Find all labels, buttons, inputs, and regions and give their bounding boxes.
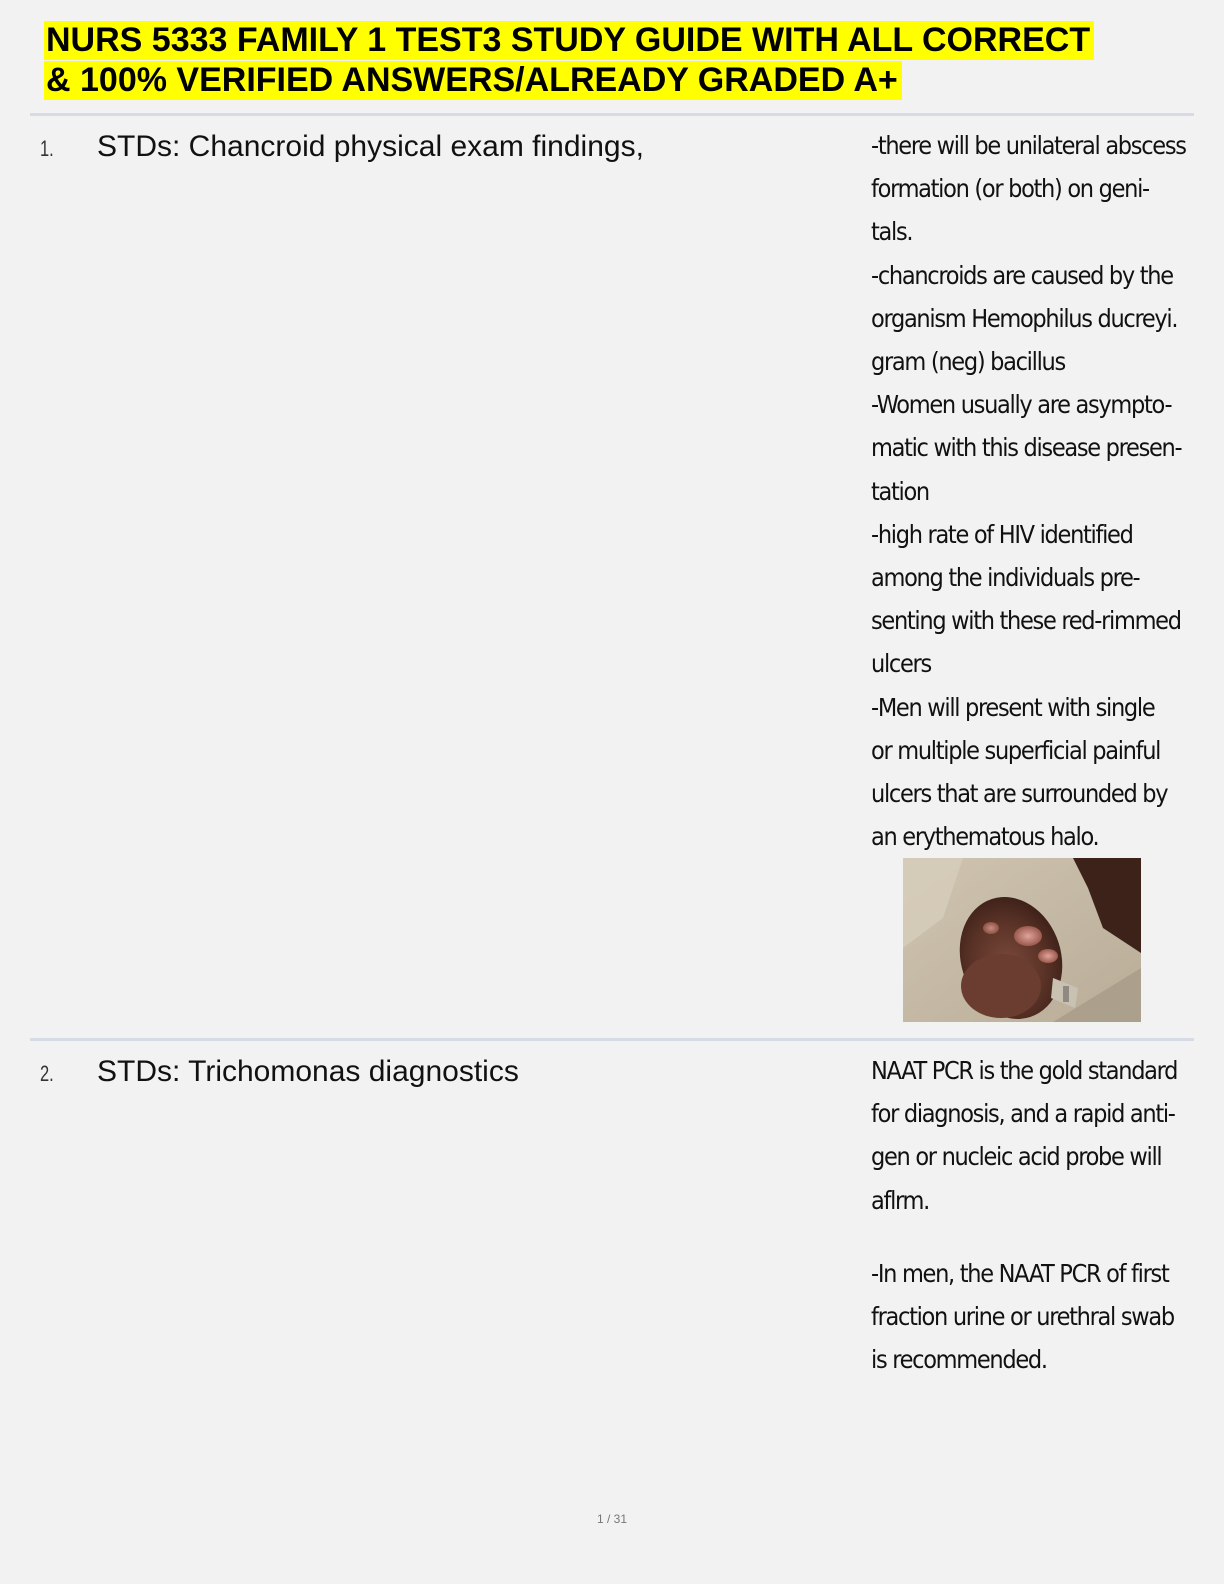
paragraph-gap — [871, 1222, 1191, 1252]
card-answer — [871, 1049, 1191, 1381]
answer-line: -In men, the NAAT PCR of first — [871, 1258, 1169, 1288]
answer-line: fraction urine or urethral swab — [871, 1302, 1174, 1332]
answer-line: ulcers that are surrounded by — [871, 779, 1168, 809]
card-number: 1. — [40, 136, 54, 161]
answer-line: -chancroids are caused by the — [871, 260, 1173, 290]
answer-line: gram (neg) bacillus — [871, 347, 1065, 377]
card-question: STDs: Trichomonas diagnostics — [97, 1055, 519, 1088]
answer-line: among the individuals pre- — [871, 563, 1140, 593]
title-line-2: & 100% VERIFIED ANSWERS/ALREADY GRADED A+ — [44, 61, 902, 100]
answer-line: matic with this disease presen- — [871, 433, 1182, 463]
title-line-1: NURS 5333 FAMILY 1 TEST3 STUDY GUIDE WITH ALL CORRECT — [44, 21, 1094, 60]
answer-line: ulcers — [871, 649, 931, 679]
card-answer — [871, 124, 1191, 858]
answer-line: -Men will present with single — [871, 692, 1155, 722]
flashcard-2 — [30, 1041, 1194, 1481]
document-title — [44, 20, 1194, 100]
card-question: STDs: Chancroid physical exam findings, — [97, 130, 644, 163]
answer-line: or multiple superficial painful — [871, 735, 1161, 765]
answer-line: -Women usually are asympto- — [871, 390, 1172, 420]
answer-line: formation (or both) on geni- — [871, 174, 1149, 204]
answer-line: NAAT PCR is the gold standard — [871, 1056, 1178, 1085]
answer-line: -there will be unilateral abscess — [871, 131, 1186, 160]
clinical-photo — [903, 858, 1141, 1022]
answer-line: -high rate of HIV identified — [871, 519, 1133, 549]
answer-line: an erythematous halo. — [871, 822, 1099, 852]
answer-line: gen or nucleic acid probe will — [871, 1142, 1162, 1172]
answer-line: aflrm. — [871, 1185, 929, 1215]
answer-line: senting with these red-rimmed — [871, 606, 1181, 636]
answer-line: tals. — [871, 217, 913, 247]
answer-line: is recommended. — [871, 1345, 1047, 1375]
flashcard-1 — [30, 116, 1194, 1038]
answer-line: for diagnosis, and a rapid anti- — [871, 1099, 1175, 1129]
answer-line: organism Hemophilus ducreyi. — [871, 303, 1178, 333]
card-number: 2. — [40, 1061, 54, 1086]
page-indicator: 1 / 31 — [596, 1512, 628, 1526]
answer-line: tation — [871, 476, 929, 506]
